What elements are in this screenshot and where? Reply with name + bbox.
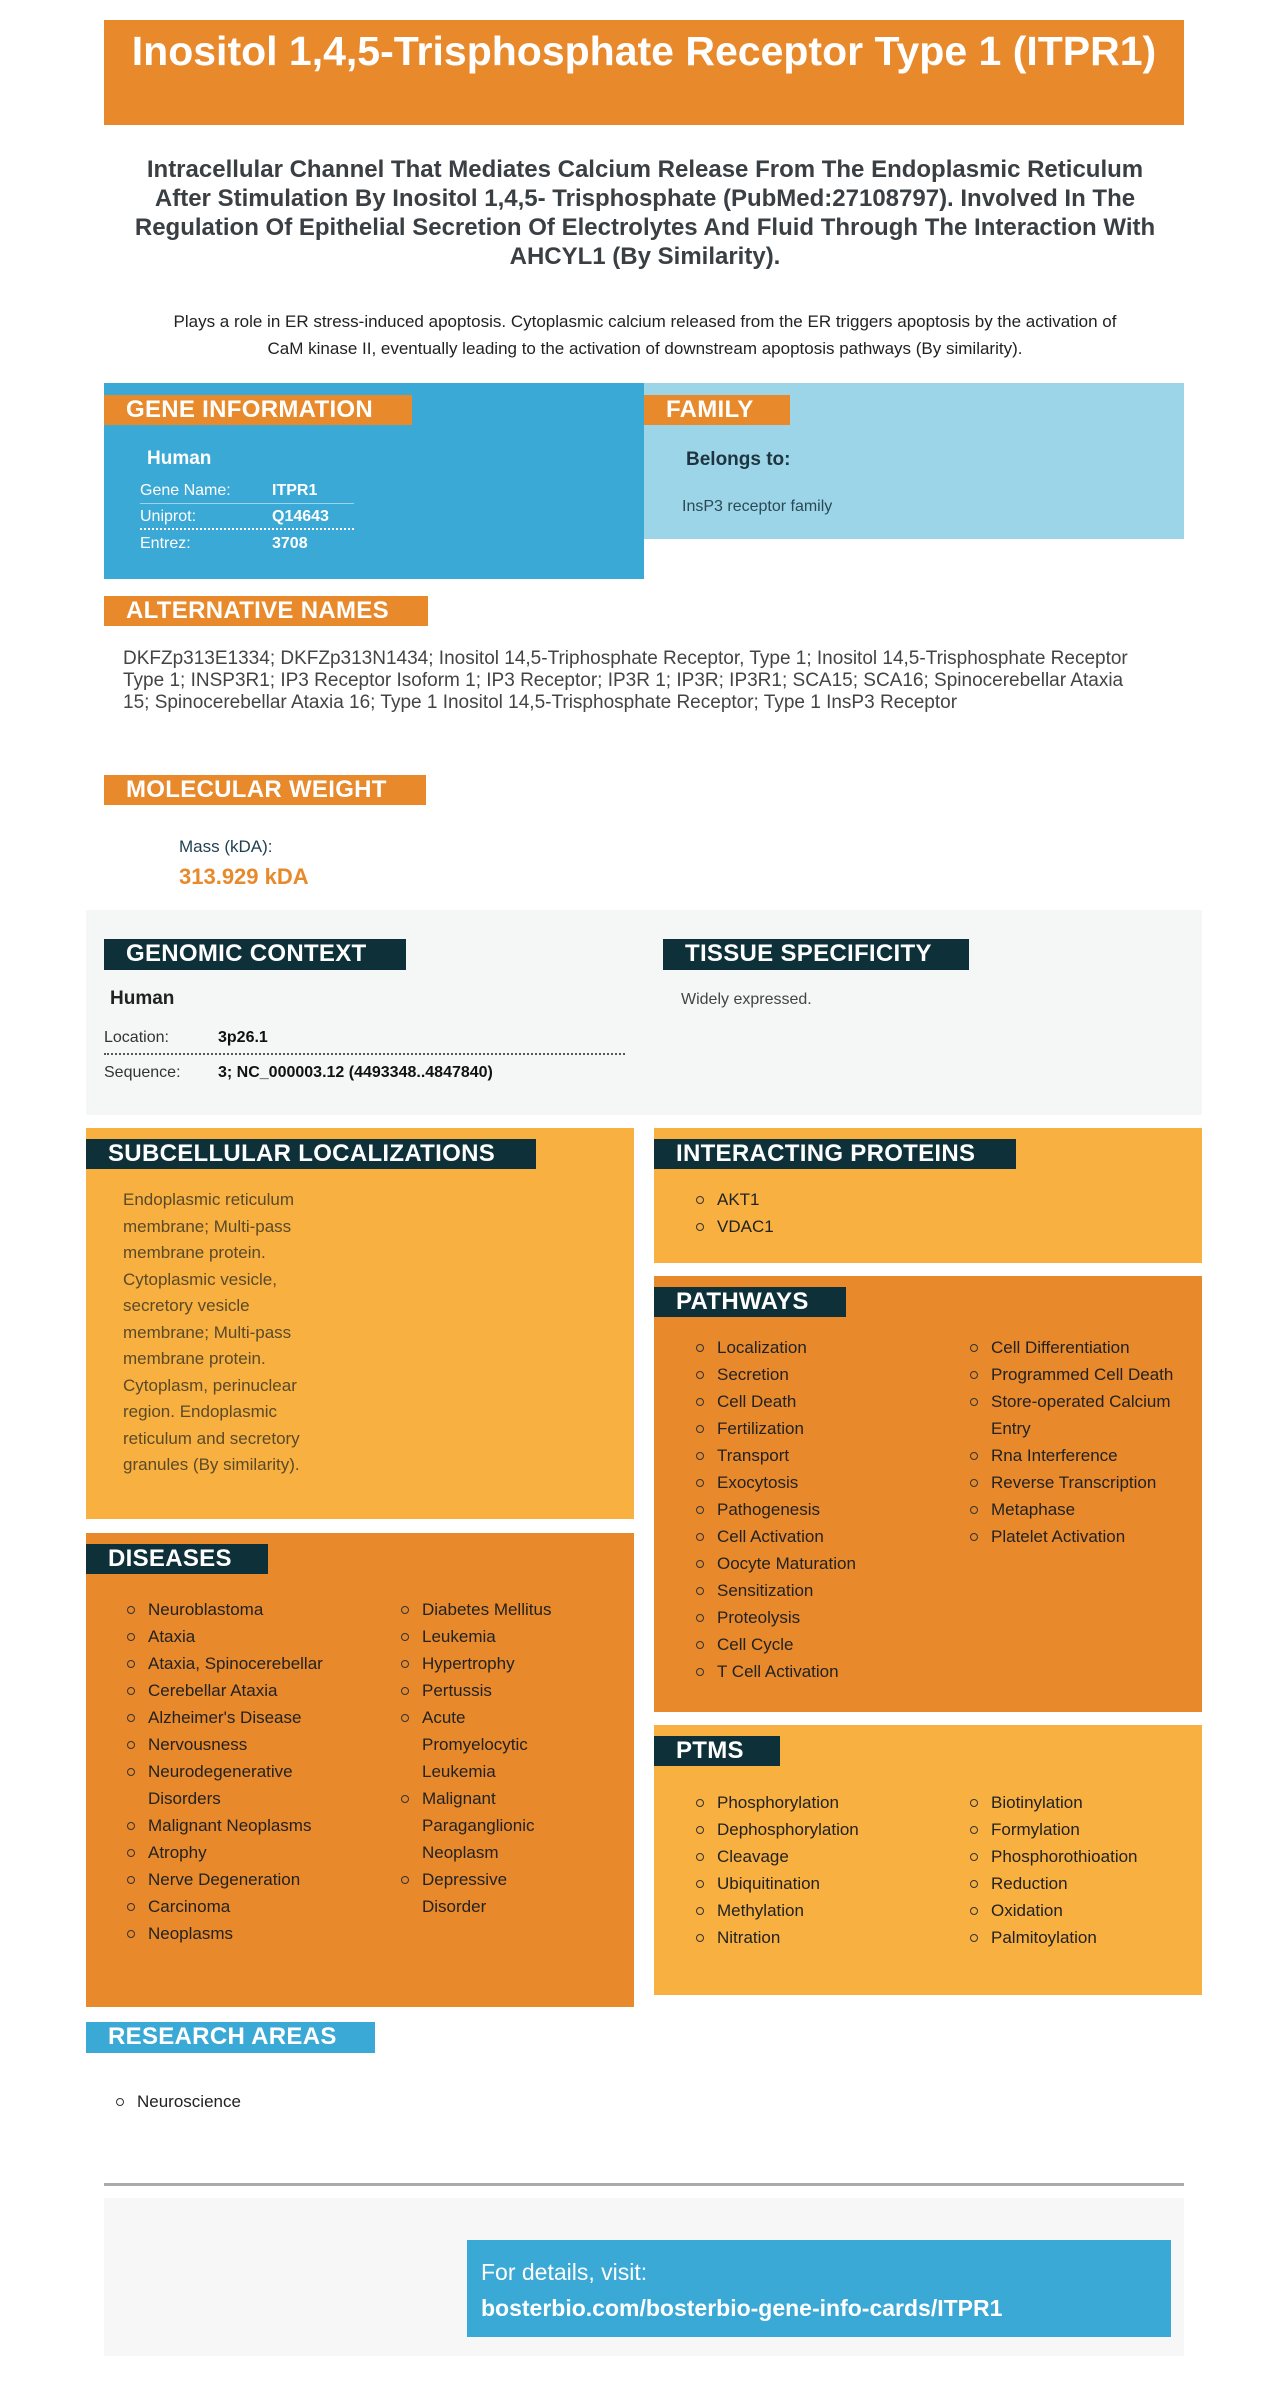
list-item: Phosphorylation xyxy=(693,1789,933,1816)
subcellular-line: Cytoplasmic vesicle, xyxy=(123,1269,277,1289)
entrez-label: Entrez: xyxy=(140,535,191,552)
list-item: Ataxia xyxy=(124,1623,364,1650)
gene-organism: Human xyxy=(147,448,212,469)
list-item: Nerve Degeneration xyxy=(124,1866,364,1893)
page-title: Inositol 1,4,5-Trisphosphate Receptor Type 1 (ITPR1) xyxy=(104,20,1184,125)
list-item: Hypertrophy xyxy=(398,1650,568,1677)
list-item: Malignant Neoplasms xyxy=(124,1812,364,1839)
list-item: Cerebellar Ataxia xyxy=(124,1677,364,1704)
gene-information-panel xyxy=(104,383,644,579)
list-item: Alzheimer's Disease xyxy=(124,1704,364,1731)
function-summary: Intracellular Channel That Mediates Calcium Release From The Endoplasmic Reticulum After Stimulation By Inositol 1,4,5- Trisphosphate (PubMed:27108797). Involved In The Regulation Of Epithelial Secretion Of Electrolytes And Fluid Through The Interaction With AHCYL1 (By Similarity). xyxy=(134,156,1156,270)
details-url[interactable]: bosterbio.com/bosterbio-gene-info-cards/ITPR1 xyxy=(481,2295,1003,2321)
details-intro: For details, visit: xyxy=(481,2259,648,2285)
ptms-list-col2 xyxy=(967,1789,1197,1951)
list-item: AKT1 xyxy=(693,1186,774,1213)
list-item: Neurodegenerative Disorders xyxy=(124,1758,364,1812)
research-areas-header: RESEARCH AREAS xyxy=(86,2022,375,2053)
list-item: Carcinoma xyxy=(124,1893,364,1920)
list-item: Formylation xyxy=(967,1816,1197,1843)
gene-information-header: GENE INFORMATION xyxy=(104,395,412,425)
alternative-names-text: DKFZp313E1334; DKFZp313N1434; Inositol 14,5-Triphosphate Receptor, Type 1; Inositol 14,5-Trisphosphate Receptor Type 1; INSP3R1; IP3 Receptor Isoform 1; IP3 Receptor; IP3R 1; IP3R; IP3R1; SCA15; SCA16; Spinocerebellar Ataxia 15; Spinocerebellar Ataxia 16; Type 1 Inositol 14,5-Trisphosphate Receptor; Type 1 InsP3 Receptor xyxy=(123,648,1128,713)
alternative-names-header: ALTERNATIVE NAMES xyxy=(104,596,428,626)
list-item: Leukemia xyxy=(398,1623,568,1650)
list-item: Nervousness xyxy=(124,1731,364,1758)
details-link[interactable] xyxy=(467,2240,1171,2337)
list-item: Biotinylation xyxy=(967,1789,1197,1816)
pathways-header: PATHWAYS xyxy=(654,1287,846,1317)
subcellular-line: secretory vesicle xyxy=(123,1296,250,1315)
list-item: Neoplasms xyxy=(124,1920,364,1947)
family-belongs-label: Belongs to: xyxy=(686,449,791,470)
gene-name-row xyxy=(140,478,354,504)
diseases-header: DISEASES xyxy=(86,1544,268,1574)
uniprot-label: Uniprot: xyxy=(140,508,197,525)
list-item: Phosphorothioation xyxy=(967,1843,1197,1870)
list-item: Pertussis xyxy=(398,1677,568,1704)
list-item: Store-operated Calcium Entry xyxy=(967,1388,1197,1442)
list-item: Exocytosis xyxy=(693,1469,933,1496)
list-item: Dephosphorylation xyxy=(693,1816,933,1843)
diseases-list-col2 xyxy=(398,1596,568,1920)
interacting-header: INTERACTING PROTEINS xyxy=(654,1139,1016,1169)
tissue-specificity-text: Widely expressed. xyxy=(681,991,812,1008)
ptms-list-col1 xyxy=(693,1789,933,1951)
molecular-weight-header: MOLECULAR WEIGHT xyxy=(104,775,426,805)
gene-name-label: Gene Name: xyxy=(140,482,231,499)
subcellular-line: membrane protein. xyxy=(123,1349,266,1368)
gene-name-value: ITPR1 xyxy=(272,482,318,499)
pathways-panel xyxy=(654,1276,1202,1712)
list-item: Secretion xyxy=(693,1361,933,1388)
subcellular-line: membrane; Multi-pass xyxy=(123,1216,292,1236)
list-item: Pathogenesis xyxy=(693,1496,933,1523)
family-value: InsP3 receptor family xyxy=(682,498,833,515)
list-item: Reduction xyxy=(967,1870,1197,1897)
interacting-list xyxy=(693,1186,774,1240)
ptms-panel xyxy=(654,1725,1202,1995)
subcellular-line: Cytoplasm, perinuclear xyxy=(123,1375,297,1395)
footer-divider xyxy=(104,2183,1184,2186)
interacting-panel xyxy=(654,1128,1202,1263)
list-item: Atrophy xyxy=(124,1839,364,1866)
research-areas-list xyxy=(113,2088,241,2115)
tissue-specificity-header: TISSUE SPECIFICITY xyxy=(663,939,969,970)
list-item: Reverse Transcription xyxy=(967,1469,1197,1496)
entrez-row xyxy=(140,531,354,557)
subcellular-line: Endoplasmic reticulum xyxy=(123,1190,295,1209)
sequence-label: Sequence: xyxy=(104,1064,181,1081)
list-item: Metaphase xyxy=(967,1496,1197,1523)
list-item: Sensitization xyxy=(693,1577,933,1604)
list-item: Oxidation xyxy=(967,1897,1197,1924)
list-item: Cell Cycle xyxy=(693,1631,933,1658)
list-item: Proteolysis xyxy=(693,1604,933,1631)
subcellular-line: reticulum and secretory xyxy=(123,1428,300,1448)
mass-value: 313.929 kDA xyxy=(179,864,309,889)
list-item: Cell Activation xyxy=(693,1523,933,1550)
list-item: Programmed Cell Death xyxy=(967,1361,1197,1388)
list-item: Malignant Paraganglionic Neoplasm xyxy=(398,1785,568,1866)
uniprot-value: Q14643 xyxy=(272,508,329,525)
list-item: Platelet Activation xyxy=(967,1523,1197,1550)
list-item: VDAC1 xyxy=(693,1213,774,1240)
subcellular-line: membrane; Multi-pass xyxy=(123,1322,292,1342)
list-item: Rna Interference xyxy=(967,1442,1197,1469)
list-item: Cleavage xyxy=(693,1843,933,1870)
genomic-organism: Human xyxy=(110,988,175,1009)
list-item: Transport xyxy=(693,1442,933,1469)
location-value: 3p26.1 xyxy=(218,1029,268,1046)
function-description: Plays a role in ER stress-induced apoptosis. Cytoplasmic calcium released from the ER triggers apoptosis by the activation of CaM kinase II, eventually leading to the activation of downstream apoptosis pathways (By similarity). xyxy=(173,312,1117,358)
ptms-header: PTMS xyxy=(654,1736,780,1766)
sequence-value: 3; NC_000003.12 (4493348..4847840) xyxy=(218,1064,493,1081)
list-item: Depressive Disorder xyxy=(398,1866,568,1920)
subcellular-panel xyxy=(86,1128,634,1519)
list-item: Ataxia, Spinocerebellar xyxy=(124,1650,364,1677)
family-header: FAMILY xyxy=(644,395,790,425)
list-item: Neuroblastoma xyxy=(124,1596,364,1623)
subcellular-header: SUBCELLULAR LOCALIZATIONS xyxy=(86,1139,536,1169)
uniprot-row xyxy=(140,504,354,530)
mass-label: Mass (kDA): xyxy=(179,837,273,856)
subcellular-line: granules (By similarity). xyxy=(123,1455,300,1474)
list-item: Diabetes Mellitus xyxy=(398,1596,568,1623)
pathways-list-col2 xyxy=(967,1334,1197,1550)
list-item: Ubiquitination xyxy=(693,1870,933,1897)
list-item: Nitration xyxy=(693,1924,933,1951)
list-item: Oocyte Maturation xyxy=(693,1550,933,1577)
list-item: Palmitoylation xyxy=(967,1924,1197,1951)
subcellular-line: membrane protein. xyxy=(123,1243,266,1262)
family-panel xyxy=(644,383,1184,539)
genomic-location-row xyxy=(104,1025,625,1055)
list-item: T Cell Activation xyxy=(693,1658,933,1685)
entrez-value: 3708 xyxy=(272,535,308,552)
list-item: Cell Differentiation xyxy=(967,1334,1197,1361)
list-item: Fertilization xyxy=(693,1415,933,1442)
list-item: Cell Death xyxy=(693,1388,933,1415)
list-item: Methylation xyxy=(693,1897,933,1924)
diseases-list-col1 xyxy=(124,1596,364,1947)
genomic-sequence-row xyxy=(104,1060,625,1088)
pathways-list-col1 xyxy=(693,1334,933,1685)
diseases-panel xyxy=(86,1533,634,2007)
genomic-context-header: GENOMIC CONTEXT xyxy=(104,939,406,970)
location-label: Location: xyxy=(104,1029,169,1046)
subcellular-line: region. Endoplasmic xyxy=(123,1402,278,1421)
list-item: Acute Promyelocytic Leukemia xyxy=(398,1704,568,1785)
subcellular-text xyxy=(123,1187,353,1479)
list-item: Localization xyxy=(693,1334,933,1361)
list-item: Neuroscience xyxy=(113,2088,241,2115)
